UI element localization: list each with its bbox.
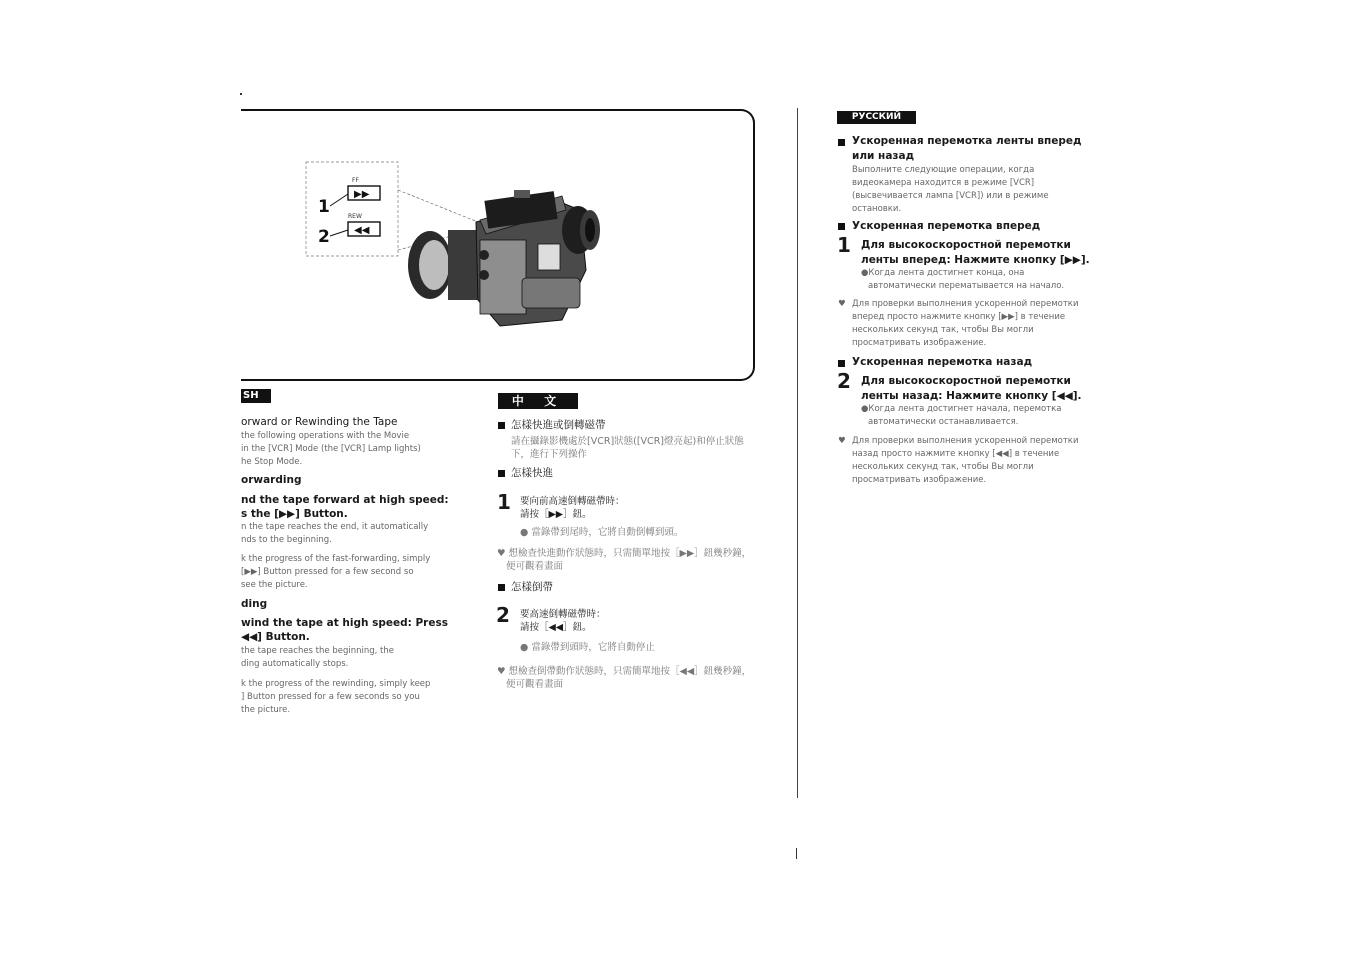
tip-text: 想檢查倒帶動作狀態時，只需簡單地按［◀◀］鈕幾秒鐘， [508, 666, 752, 677]
text-line: k the progress of the rewinding, simply keep [241, 679, 431, 689]
callout-1-leader [330, 194, 348, 206]
bullet-square [838, 223, 845, 230]
russian-step1-note [861, 267, 1064, 293]
text-line: 要向前高速倒轉磁帶時： [520, 496, 625, 507]
russian-title [852, 134, 1082, 164]
text-line: автоматически перематывается на начало. [868, 281, 1065, 291]
text-line: ] Button pressed for a few seconds so you [241, 692, 420, 702]
chinese-title: 怎樣快進或倒轉磁帶 [511, 419, 606, 431]
bullet-square [498, 422, 505, 429]
chinese-language-tag: 中 文 [498, 393, 578, 409]
english-rew-heading: ding [241, 598, 268, 610]
bullet-square [838, 139, 845, 146]
russian-step2-number: 2 [837, 369, 851, 393]
text-line: Для высокоскоростной перемотки [861, 375, 1071, 387]
english-tip2 [241, 678, 430, 717]
tip-text: 想檢查快進動作狀態時，只需簡單地按［▶▶］鈕幾秒鐘， [508, 548, 752, 559]
chinese-step2-number: 2 [496, 603, 510, 627]
russian-step1-title [861, 238, 1090, 268]
russian-ff-heading: Ускоренная перемотка вперед [852, 220, 1041, 232]
text-line: назад просто нажмите кнопку [◀◀] в течение [852, 449, 1060, 459]
callout-2-leader [330, 230, 348, 236]
text-line: нескольких секунд так, чтобы Вы могли [852, 325, 1034, 335]
english-step1-title [241, 493, 449, 521]
chinese-step1-title [520, 495, 625, 521]
note-text: 當錄帶到頭時，它將自動停止 [531, 642, 655, 653]
text-line: Для высокоскоростной перемотки [861, 239, 1071, 251]
english-step2-title [241, 616, 448, 644]
text-line: или назад [852, 150, 915, 162]
russian-rew-heading: Ускоренная перемотка назад [852, 356, 1033, 368]
bullet-square [498, 470, 505, 477]
text-line: in the [VCR] Mode (the [VCR] Lamp lights) [241, 444, 421, 454]
text-line: 便可觀看畫面 [506, 679, 564, 690]
chinese-tip2 [497, 665, 751, 691]
text-line: s the [▶▶] Button. [241, 508, 348, 520]
text-line: ●Когда лента достигнет конца, она [861, 268, 1025, 278]
russian-tip2 [838, 435, 1078, 487]
ff-symbol: ▶▶ [354, 189, 370, 200]
russian-step2-title [861, 374, 1082, 404]
text-line: n the tape reaches the end, it automatically [241, 522, 429, 532]
tip-text: Для проверки выполнения ускоренной перемотки [852, 299, 1079, 309]
text-line: wind the tape at high speed: Press [241, 617, 448, 629]
text-line: ●Когда лента достигнет начала, перемотка [861, 404, 1062, 414]
camcorder-illustration [300, 150, 630, 335]
text-line: ◀◀] Button. [241, 631, 310, 643]
rew-label: REW [348, 213, 362, 220]
text-line: 請在攝錄影機處於[VCR]狀態([VCR]燈亮起)和停止狀態 [511, 436, 744, 447]
text-line: 便可觀看畫面 [506, 561, 564, 572]
russian-language-tag: РУССКИЙ ЯЗЫК [837, 111, 916, 124]
chinese-step2-note: ● 當錄帶到頭時，它將自動停止 [520, 642, 655, 653]
text-line: 下，進行下列操作 [511, 449, 588, 460]
text-line: ♥ 想檢查快進動作狀態時，只需簡單地按［▶▶］鈕幾秒鐘， [497, 548, 752, 559]
page-tick [796, 848, 797, 859]
text-line: ♥ 想檢查倒帶動作狀態時，只需簡單地按［◀◀］鈕幾秒鐘， [497, 666, 752, 677]
callout-1: 1 [318, 197, 330, 217]
text-line: the following operations with the Movie [241, 431, 410, 441]
text-line: 請按［▶▶］鈕。 [520, 509, 592, 520]
note-text: 當錄帶到尾時，它將自動倒轉到頭。 [531, 527, 684, 538]
english-step1-note [241, 521, 428, 547]
text-line: 要高速倒轉磁帶時： [520, 609, 606, 620]
text-line: просматривать изображение. [852, 475, 987, 485]
zoom-leader-top [398, 190, 478, 222]
text-line [838, 435, 1078, 448]
english-tip1 [241, 553, 430, 592]
russian-step2-note [861, 403, 1061, 429]
english-ff-heading: orwarding [241, 474, 302, 486]
text-line: nd the tape forward at high speed: [241, 494, 449, 506]
heart-icon: ♥ [838, 299, 846, 309]
text-line: [▶▶] Button pressed for a few second so [241, 567, 414, 577]
bullet-square [838, 360, 845, 367]
rew-symbol: ◀◀ [354, 225, 370, 236]
text-line: просматривать изображение. [852, 338, 987, 348]
text-line: вперед просто нажмите кнопку [▶▶] в течение [852, 312, 1066, 322]
text-line: Ускоренная перемотка ленты вперед [852, 135, 1082, 147]
text-line: ленты назад: Нажмите кнопку [◀◀]. [861, 390, 1082, 402]
chinese-step1-number: 1 [497, 490, 511, 514]
text-line: the tape reaches the beginning, the [241, 646, 394, 656]
heart-icon: ♥ [838, 436, 846, 446]
chinese-intro [511, 435, 744, 461]
text-line: ding automatically stops. [241, 659, 349, 669]
chinese-step2-title [520, 608, 606, 634]
text-line: the picture. [241, 705, 291, 715]
russian-intro [852, 164, 1049, 216]
text-line: see the picture. [241, 580, 308, 590]
text-line: Выполните следующие операции, когда [852, 165, 1035, 175]
column-divider [797, 108, 798, 798]
text-line: nds to the beginning. [241, 535, 332, 545]
text-line: ленты вперед: Нажмите кнопку [▶▶]. [861, 254, 1090, 266]
text-line: k the progress of the fast-forwarding, simply [241, 554, 431, 564]
camcorder [408, 190, 600, 326]
russian-tip1 [838, 298, 1078, 350]
english-language-tag: SH [241, 389, 271, 403]
english-title: orward or Rewinding the Tape [241, 416, 398, 428]
text-line [838, 298, 1078, 311]
callout-2: 2 [318, 227, 330, 247]
english-step2-note [241, 645, 394, 671]
text-line: 請按［◀◀］鈕。 [520, 622, 592, 633]
chinese-rew-heading: 怎樣倒帶 [511, 581, 553, 593]
bullet-square [498, 584, 505, 591]
russian-step1-number: 1 [837, 233, 851, 257]
chinese-step1-note: ● 當錄帶到尾時，它將自動倒轉到頭。 [520, 527, 684, 538]
text-line: видеокамера находится в режиме [VCR] [852, 178, 1035, 188]
text-line: остановки. [852, 204, 902, 214]
chinese-tip1 [497, 547, 751, 573]
page-mark [240, 93, 242, 95]
chinese-ff-heading: 怎樣快進 [511, 467, 553, 479]
ff-label: FF [352, 177, 359, 184]
tip-text: Для проверки выполнения ускоренной перемотки [852, 436, 1079, 446]
text-line: he Stop Mode. [241, 457, 303, 467]
english-intro [241, 430, 421, 469]
text-line: (высвечивается лампа [VCR]) или в режиме [852, 191, 1049, 201]
text-line: нескольких секунд так, чтобы Вы могли [852, 462, 1034, 472]
text-line: автоматически останавливается. [868, 417, 1019, 427]
